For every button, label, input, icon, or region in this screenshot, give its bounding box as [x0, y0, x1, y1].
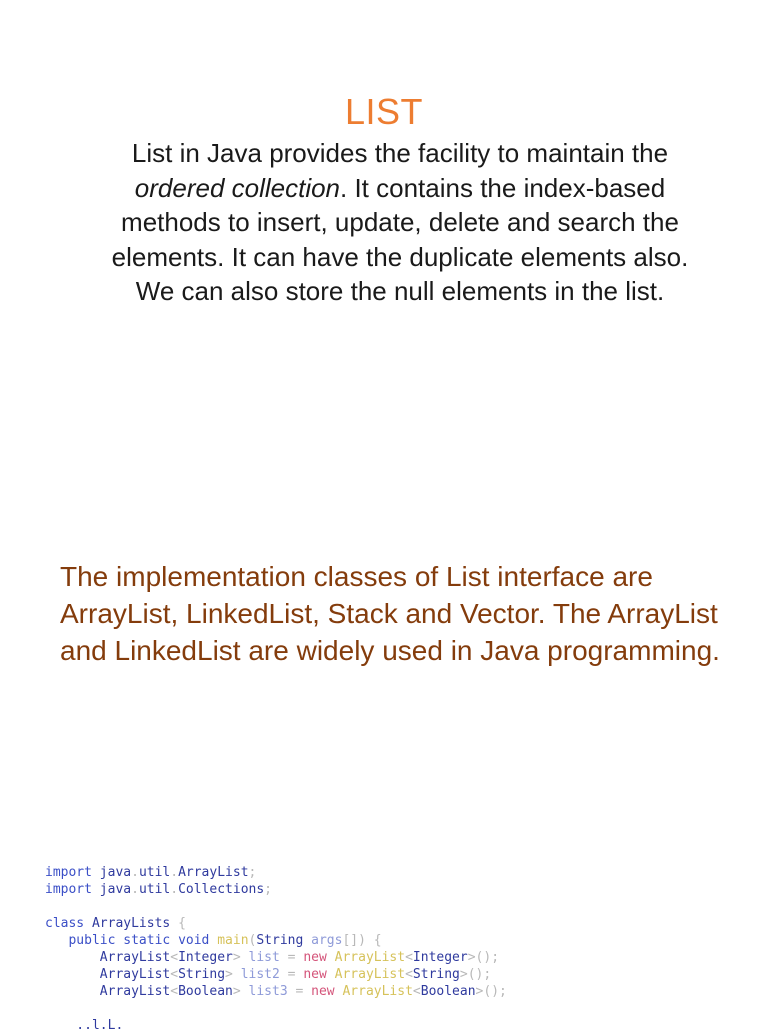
slide-title: LIST	[344, 91, 424, 132]
code-line-list2: ArrayList<String> list2 = new ArrayList<String>();	[99, 967, 492, 982]
code-line-blank-2	[45, 1000, 507, 1017]
code-line-class: class ArrayLists {	[45, 916, 186, 931]
intro-text-start: List in Java provides the facility to maintain the	[131, 138, 669, 168]
code-line-1: import java.util.ArrayList;	[45, 865, 257, 880]
code-line-blank	[45, 898, 507, 915]
implementation-paragraph: The implementation classes of List interface are ArrayList, LinkedList, Stack and Vector. The ArrayList and LinkedList are widely used in Java programming.	[60, 561, 720, 666]
code-line-2: import java.util.Collections;	[45, 882, 272, 897]
intro-text-end: . It contains the index-based methods to insert, update, delete and search the elements. It can have the duplicate elements also. We can also store the null elements in the list.	[111, 172, 689, 306]
code-line-main: public static void main(String args[]) {	[68, 933, 382, 948]
code-block	[45, 864, 507, 1034]
code-line-list1: ArrayList<Integer> list = new ArrayList<Integer>();	[99, 950, 500, 965]
intro-paragraph	[100, 136, 700, 309]
code-line-partial: ..l.L.	[45, 1018, 124, 1033]
code-line-list3: ArrayList<Boolean> list3 = new ArrayList<Boolean>();	[99, 984, 507, 999]
intro-emphasis: ordered collection	[134, 172, 341, 203]
